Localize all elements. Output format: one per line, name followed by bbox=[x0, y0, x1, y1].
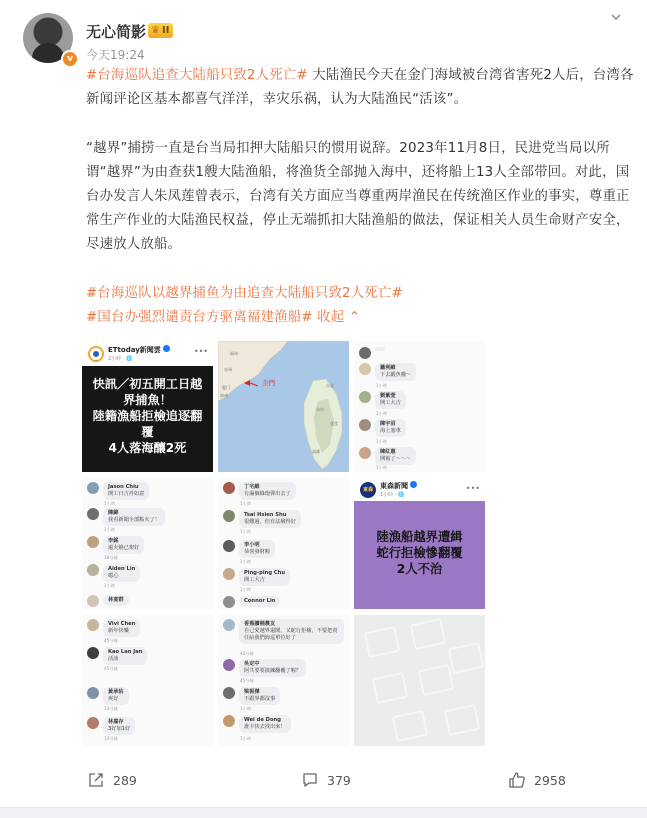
image-map[interactable] bbox=[218, 341, 349, 472]
collapse-link[interactable] bbox=[313, 310, 361, 325]
comment-count: 379 bbox=[327, 772, 351, 788]
comment: 吳定中 阿共要要演練翻覆了喔？ bbox=[223, 659, 306, 677]
image-placeholder-icon bbox=[410, 618, 447, 650]
comment-time: 13分鐘 bbox=[104, 706, 118, 711]
comment-time: 1小時 bbox=[240, 559, 252, 564]
like-button[interactable] bbox=[508, 771, 566, 789]
comment: 丁宅維 有漏個綠炮彈出去了 bbox=[223, 482, 296, 500]
comment: 劉紫萱 開工大吉 bbox=[359, 391, 406, 409]
paragraph-1-text: 大陆渔民今天在金门海域被台湾省害死2人后，台湾各新闻评论区基本都喜气洋洋，幸灾乐祸，认为大陆渔民“活该”。 bbox=[86, 68, 634, 107]
comment: Vivi Chen 新年快樂 bbox=[87, 619, 140, 637]
more-dots-icon: ••• bbox=[193, 347, 208, 356]
headline-line: 界捕魚！ bbox=[123, 393, 172, 407]
chevron-up-icon: ⌃ bbox=[348, 310, 361, 325]
taiwan-strait-map bbox=[218, 341, 349, 472]
paragraph-2: “越界”捕捞一直是台当局扣押大陆船只的惯用说辞。2023年11月8日，民进党当局以所谓“越界”为由查获1艘大陆渔船，将渔货全部抛入海中，还将船上13人全部带回。对此，国台办发言人朱凤莲曾表示，台湾有关方面应当尊重两岸渔民在传统渔区作业的事实，尊重正常生产作业的大陆渔民权益，停止无端抓扣大陆渔船的做法，保证相关人员生命财产安全，尽速放人放船。 bbox=[86, 141, 630, 252]
comment-time: 1小時 bbox=[240, 529, 252, 534]
map-place-label: 泉州 bbox=[224, 367, 232, 372]
verified-check-icon bbox=[163, 345, 170, 352]
comment: 林宴群 bbox=[87, 595, 129, 607]
verified-check-icon bbox=[410, 481, 417, 488]
headline-line: 2人不治 bbox=[396, 562, 443, 576]
like-count: 2958 bbox=[534, 772, 566, 788]
image-placeholder-icon bbox=[392, 710, 429, 742]
image-comments-a[interactable] bbox=[82, 478, 213, 609]
topic-line-2 bbox=[86, 282, 634, 306]
ebc-logo-icon: 東森 bbox=[360, 482, 376, 498]
comment: 陳紅惠 開箱了～～～ bbox=[359, 447, 416, 465]
comment-time: 1小時 bbox=[376, 465, 388, 470]
comment: 香蕉讀桶農友 自己愛越界還鬧，又蛇行拒檢，不要把責任給我們海巡單位好了 bbox=[223, 619, 344, 644]
comment: Aiden Lin 噁心 bbox=[87, 564, 140, 582]
comment: 陳錦 我看新聞全部點火了！ bbox=[87, 508, 165, 526]
chevron-down-icon[interactable] bbox=[607, 10, 625, 28]
avatar-silhouette-icon bbox=[32, 43, 64, 63]
comment: Jason Chiu 開工日吉祥如意 bbox=[87, 482, 149, 500]
post-body bbox=[86, 64, 634, 330]
crown-icon: ♛ bbox=[151, 25, 160, 36]
comment: 李小明 恭喜發財喔 bbox=[223, 540, 275, 558]
comment-time: 1小時 bbox=[376, 439, 388, 444]
comment: Connor Lin bbox=[223, 596, 280, 608]
headline-line: 陸籍漁船拒檢追逐翻 bbox=[92, 409, 203, 423]
image-comments-d[interactable] bbox=[82, 615, 213, 746]
more-dots-icon: ••• bbox=[465, 484, 480, 493]
paragraph-1 bbox=[86, 64, 634, 112]
comment: Wei de Dong 誰卡快去找出來！ bbox=[223, 715, 291, 733]
post-timestamp[interactable]: 今天19:24 bbox=[86, 48, 145, 62]
ebc-name: 東森新聞 bbox=[380, 481, 417, 491]
image-placeholder-icon bbox=[448, 642, 485, 674]
headline-line: 4人落海釀2死 bbox=[108, 441, 187, 455]
verified-badge-icon: v bbox=[61, 50, 79, 68]
ettoday-time: 2小時 · 🌐 bbox=[108, 356, 133, 362]
thumbs-up-icon bbox=[508, 771, 526, 789]
level-badge[interactable] bbox=[148, 23, 173, 38]
map-place-label: 高雄 bbox=[312, 449, 320, 454]
image-placeholder-icon bbox=[364, 626, 401, 658]
comment-time: 45分鐘 bbox=[104, 666, 118, 671]
share-count: 289 bbox=[113, 772, 137, 788]
comment-time: 1小時 bbox=[240, 706, 252, 711]
image-grid bbox=[82, 341, 487, 747]
comment-time: 13分鐘 bbox=[104, 736, 118, 741]
map-place-label: 福州 bbox=[230, 351, 238, 356]
ebc-time: 1小時 · 🌐 bbox=[380, 492, 405, 498]
image-comments-c[interactable] bbox=[354, 341, 485, 472]
comment: Ping-ping Chu 開工大吉 bbox=[223, 568, 290, 586]
image-comments-b[interactable] bbox=[218, 478, 349, 609]
map-place-label: 漳州 bbox=[220, 393, 228, 398]
ettoday-name: ETtoday新聞雲 bbox=[108, 345, 170, 355]
comment-icon bbox=[301, 771, 319, 789]
ettoday-headline bbox=[82, 366, 213, 472]
topic-link-1[interactable]: #台海巡队追查大陆船只致2人死亡# bbox=[86, 68, 308, 83]
image-ebc-card[interactable] bbox=[354, 478, 485, 609]
comment: 陳宇沼 海上塞車 bbox=[359, 419, 406, 437]
image-placeholder-icon bbox=[418, 664, 455, 696]
comment: 梁振傑 不跟界都沒事 bbox=[223, 687, 280, 705]
comment-time: 45分鐘 bbox=[240, 678, 254, 683]
image-placeholder-icon bbox=[372, 672, 409, 704]
comment-time: 45分鐘 bbox=[104, 638, 118, 643]
map-place-label: 花莲 bbox=[330, 421, 338, 426]
map-label-kinmen: 金門 bbox=[262, 379, 275, 387]
topic-link-3[interactable]: #国台办强烈谴责台方驱离福建渔船# bbox=[86, 310, 313, 325]
comment-time: 45分鐘 bbox=[240, 651, 254, 656]
comment: 李銘 還火燒已架好 bbox=[87, 536, 144, 554]
ebc-headline bbox=[354, 501, 485, 609]
comment-button[interactable] bbox=[301, 771, 351, 789]
topic-line-3 bbox=[86, 306, 634, 330]
comment-time: 1小時 bbox=[240, 501, 252, 506]
collapse-label: 收起 bbox=[312, 310, 345, 325]
ettoday-logo-icon bbox=[88, 346, 104, 362]
comment bbox=[359, 347, 385, 359]
action-bar bbox=[0, 764, 647, 796]
image-placeholder[interactable] bbox=[354, 615, 485, 746]
image-comments-e[interactable] bbox=[218, 615, 349, 746]
comment-time: 1小時 bbox=[104, 501, 116, 506]
comment: Tsai Hsien Shu 很難過，但有法檢得好 bbox=[223, 510, 301, 528]
comment: 蕭利維 下去鍛魚哦～ bbox=[359, 363, 416, 381]
share-button[interactable] bbox=[87, 771, 137, 789]
headline-line: 陸漁船越界遭緝 bbox=[376, 530, 463, 544]
comment: 林嘉存 3好加1好 bbox=[87, 717, 135, 735]
comment-time: 18分鐘 bbox=[104, 555, 118, 560]
comment: 黃承佑 爽好 bbox=[87, 687, 129, 705]
map-place-label: 台中 bbox=[316, 407, 324, 412]
comment-time: 1小時 bbox=[376, 411, 388, 416]
headline-line: 快訊／初五開工日越 bbox=[92, 377, 203, 391]
author-name[interactable]: 无心简影 bbox=[86, 23, 147, 41]
comment-time: 1小時 bbox=[104, 583, 116, 588]
image-placeholder-icon bbox=[444, 704, 481, 736]
comment-time: 1小時 bbox=[240, 736, 252, 741]
map-place-label: 厦门 bbox=[222, 385, 230, 390]
level-badge-label: II bbox=[161, 25, 170, 36]
comment-time: 1小時 bbox=[104, 527, 116, 532]
topic-link-2[interactable]: #台海巡队以越界捕鱼为由追查大陆船只致2人死亡# bbox=[86, 286, 403, 301]
headline-line: 蛇行拒檢慘翻覆 bbox=[376, 546, 463, 560]
map-place-label: 台北 bbox=[326, 383, 334, 388]
comment-time: 1小時 bbox=[240, 587, 252, 592]
image-ettoday-card[interactable] bbox=[82, 341, 213, 472]
comment: Kao Lan Jan 活該 bbox=[87, 647, 147, 665]
comment-time: 1小時 bbox=[376, 383, 388, 388]
headline-line: 覆 bbox=[141, 425, 154, 439]
share-icon bbox=[87, 771, 105, 789]
